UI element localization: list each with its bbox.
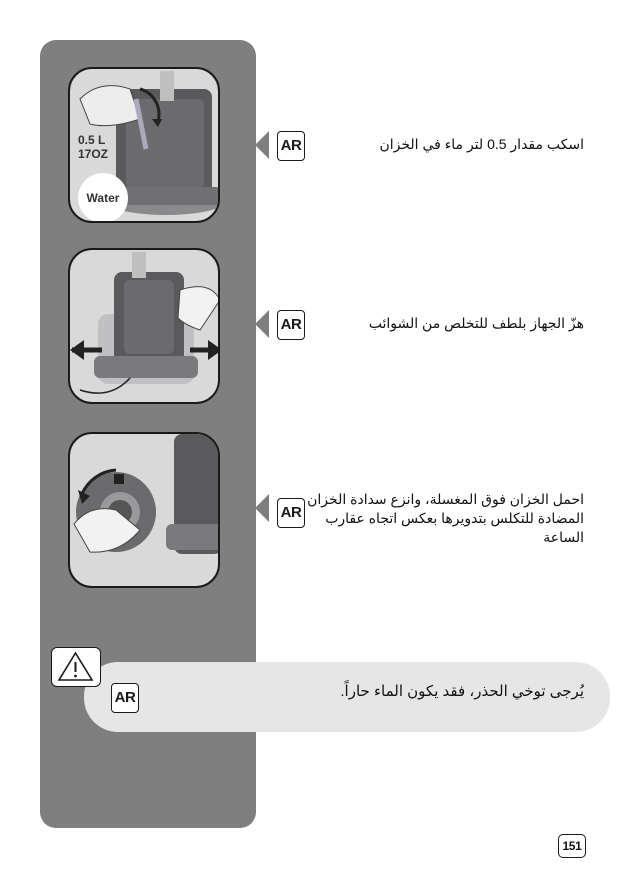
illustration-fill-water xyxy=(68,67,220,223)
illustration-remove-cap xyxy=(68,432,220,588)
language-badge: AR xyxy=(277,131,305,161)
warning-text: يُرجى توخي الحذر، فقد يكون الماء حاراً. xyxy=(340,683,584,700)
page-number: 151 xyxy=(558,834,586,858)
volume-label xyxy=(78,133,128,161)
language-badge: AR xyxy=(277,310,305,340)
illustration-shake-device xyxy=(68,248,220,404)
step-1-text: اسكب مقدار 0.5 لتر ماء في الخزان xyxy=(379,136,584,152)
volume-ounces: 17OZ xyxy=(78,147,109,161)
language-badge: AR xyxy=(111,683,139,713)
panel-pointer xyxy=(255,310,269,338)
volume-liters: 0.5 L xyxy=(78,133,106,147)
warning-icon xyxy=(51,647,101,687)
language-badge: AR xyxy=(277,498,305,528)
remove-cap-drawing xyxy=(70,434,220,588)
water-label: Water xyxy=(78,173,128,223)
step-2-text: هزّ الجهاز بلطف للتخلص من الشوائب xyxy=(368,315,584,331)
panel-pointer xyxy=(255,494,269,522)
shake-device-drawing xyxy=(70,250,220,404)
panel-pointer xyxy=(255,131,269,159)
step-3-text: احمل الخزان فوق المغسلة، وانزع سدادة الخزان المضادة للتكلس بتدويرها بعكس اتجاه عقارب الساعة xyxy=(307,491,584,545)
